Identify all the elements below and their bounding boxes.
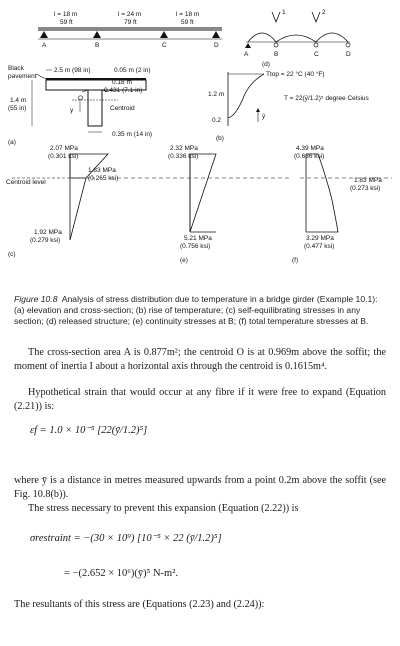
- eq2-lhs: σrestraint = −(30 × 10⁹): [30, 533, 135, 544]
- panel-a-elevation: [38, 11, 222, 49]
- e-top-stress: 2.32 MPa: [170, 145, 198, 152]
- dim-0431-label: 0.431 (7.1 in): [104, 87, 143, 94]
- dim-005-label: 0.05 m (2 in): [114, 67, 151, 74]
- caption-label: Figure 10.8: [14, 294, 58, 304]
- equation-free-strain: [30, 424, 147, 436]
- paragraph-restraint-intro: The stress necessary to prevent this expansion (Equation (2.22)) is: [28, 503, 299, 514]
- d-label-b: B: [274, 51, 279, 58]
- span-3-label: l = 18 m: [176, 11, 200, 18]
- label-d: D: [214, 42, 219, 49]
- figure-10-8: [0, 0, 400, 292]
- f-bottom-stress: 3.29 MPa: [306, 235, 334, 242]
- dim-018-label: 0.18 m: [112, 79, 132, 86]
- panel-c-label: (c): [8, 251, 16, 258]
- eq1-lhs: εf = 1.0 × 10⁻⁵: [30, 425, 95, 436]
- f-bottom-stress-ksi: (0.477 ksi): [304, 243, 335, 250]
- caption-text: Analysis of stress distribution due to temperature in a bridge girder (Example 10.1): (a) elevation and cross-section; (b) rise of temperature; (c) self-equilibrating stresses in any section; (d) released structure; (e) continuity stresses at B; (f) total temperature stresses at B.: [14, 294, 378, 326]
- load-1-label: 1: [282, 9, 286, 16]
- c-mid-stress: 1.83 MPa: [88, 167, 116, 174]
- panel-d-label: (d): [262, 61, 270, 68]
- span-1-label: l = 18 m: [54, 11, 78, 18]
- y-label: y: [70, 107, 74, 114]
- support-d-icon: [212, 31, 220, 38]
- paragraph-section-properties: The cross-section area A is 0.877m²; the centroid O is at 0.969m above the soffit; the moment of inertia I about a horizontal axis through the centroid is 0.1615m⁴.: [14, 347, 386, 372]
- d-label-c: C: [314, 51, 319, 58]
- temperature-equation: T = 22(ȳ/1.2)⁵ degree Celsius: [284, 95, 369, 102]
- panel-c-self-equilibrating: [6, 145, 118, 258]
- dim-14-label-2: (55 in): [8, 105, 27, 112]
- point-o-label: O: [78, 95, 84, 102]
- span-2-ft: 79 ft: [124, 19, 137, 26]
- support-c-icon: [160, 31, 168, 38]
- height-12-label: 1.2 m: [208, 91, 225, 98]
- height-02-label: 0.2: [212, 117, 222, 124]
- e-bottom-stress-ksi: (0.756 ksi): [180, 243, 211, 250]
- e-top-stress-ksi: (0.336 ksi): [168, 153, 199, 160]
- f-mid-stress: 1.83 MPa: [354, 177, 382, 184]
- figure-caption: [14, 294, 386, 327]
- paragraph-resultants: The resultants of this stress are (Equations (2.23) and (2.24)):: [14, 599, 265, 610]
- centroid-label: Centroid: [110, 105, 135, 112]
- ttop-label: Ttop = 22 °C (40 °F): [266, 71, 325, 78]
- f-mid-stress-ksi: (0.273 ksi): [350, 185, 381, 192]
- label-a: A: [42, 42, 47, 49]
- centroid-level-label: Centroid level: [6, 179, 46, 186]
- span-2-label: l = 24 m: [118, 11, 142, 18]
- label-c: C: [162, 42, 167, 49]
- label-b: B: [95, 42, 100, 49]
- span-1-ft: 59 ft: [60, 19, 73, 26]
- dim-25-label: 2.5 m (98 in): [54, 67, 91, 74]
- c-bottom-stress: 1.92 MPa: [34, 229, 62, 236]
- load-2-label: 2: [322, 9, 326, 16]
- f-top-stress: 4.39 MPa: [296, 145, 324, 152]
- black-pavement-label-2: pavement: [8, 73, 37, 80]
- c-top-stress-ksi: (0.301 ksi): [48, 153, 79, 160]
- panel-f-label: (f): [292, 257, 299, 264]
- eq1-rhs: [22(ȳ/1.2)⁵]: [97, 425, 148, 436]
- panel-a-label: (a): [8, 139, 16, 146]
- panel-d-released-structure: [244, 9, 351, 68]
- f-top-stress-ksi: (0.636 ksi): [294, 153, 325, 160]
- c-mid-stress-ksi: (0.265 ksi): [88, 175, 119, 182]
- paragraph-y-definition: where ȳ is a distance in metres measured upwards from a point 0.2m above the soffit (see Fig. 10.8(b)).: [14, 475, 386, 500]
- e-bottom-stress: 5.21 MPa: [184, 235, 212, 242]
- dim-035-label: 0.35 m (14 in): [112, 131, 153, 138]
- equation-restraint-result: = −(2.652 × 10⁶)(ȳ)⁵ N-m².: [64, 568, 178, 579]
- panel-e-label: (e): [180, 257, 188, 264]
- panel-e-continuity: [110, 145, 290, 264]
- d-label-a: A: [244, 51, 249, 58]
- d-label-d: D: [346, 51, 351, 58]
- panel-b-temperature: [208, 70, 370, 142]
- support-b-icon: [93, 31, 101, 38]
- paragraph-hypothetical-strain: Hypothetical strain that would occur at any fibre if it were free to expand (Equation (2.21)) is:: [14, 387, 386, 412]
- y-bar-label: ȳ: [262, 113, 266, 120]
- panel-f-total: [292, 145, 392, 264]
- equation-restraint-stress: [30, 532, 222, 544]
- dim-14-label: 1.4 m: [10, 97, 27, 104]
- c-top-stress: 2.07 MPa: [50, 145, 78, 152]
- panel-b-label: (b): [216, 135, 224, 142]
- eq2-rhs: [10⁻⁵ × 22 (ȳ/1.2)⁵]: [136, 533, 222, 544]
- support-a-icon: [40, 31, 48, 38]
- panel-a-cross-section: [8, 65, 152, 146]
- span-3-ft: 59 ft: [181, 19, 194, 26]
- black-pavement-label: Black: [8, 65, 24, 72]
- c-bottom-stress-ksi: (0.279 ksi): [30, 237, 61, 244]
